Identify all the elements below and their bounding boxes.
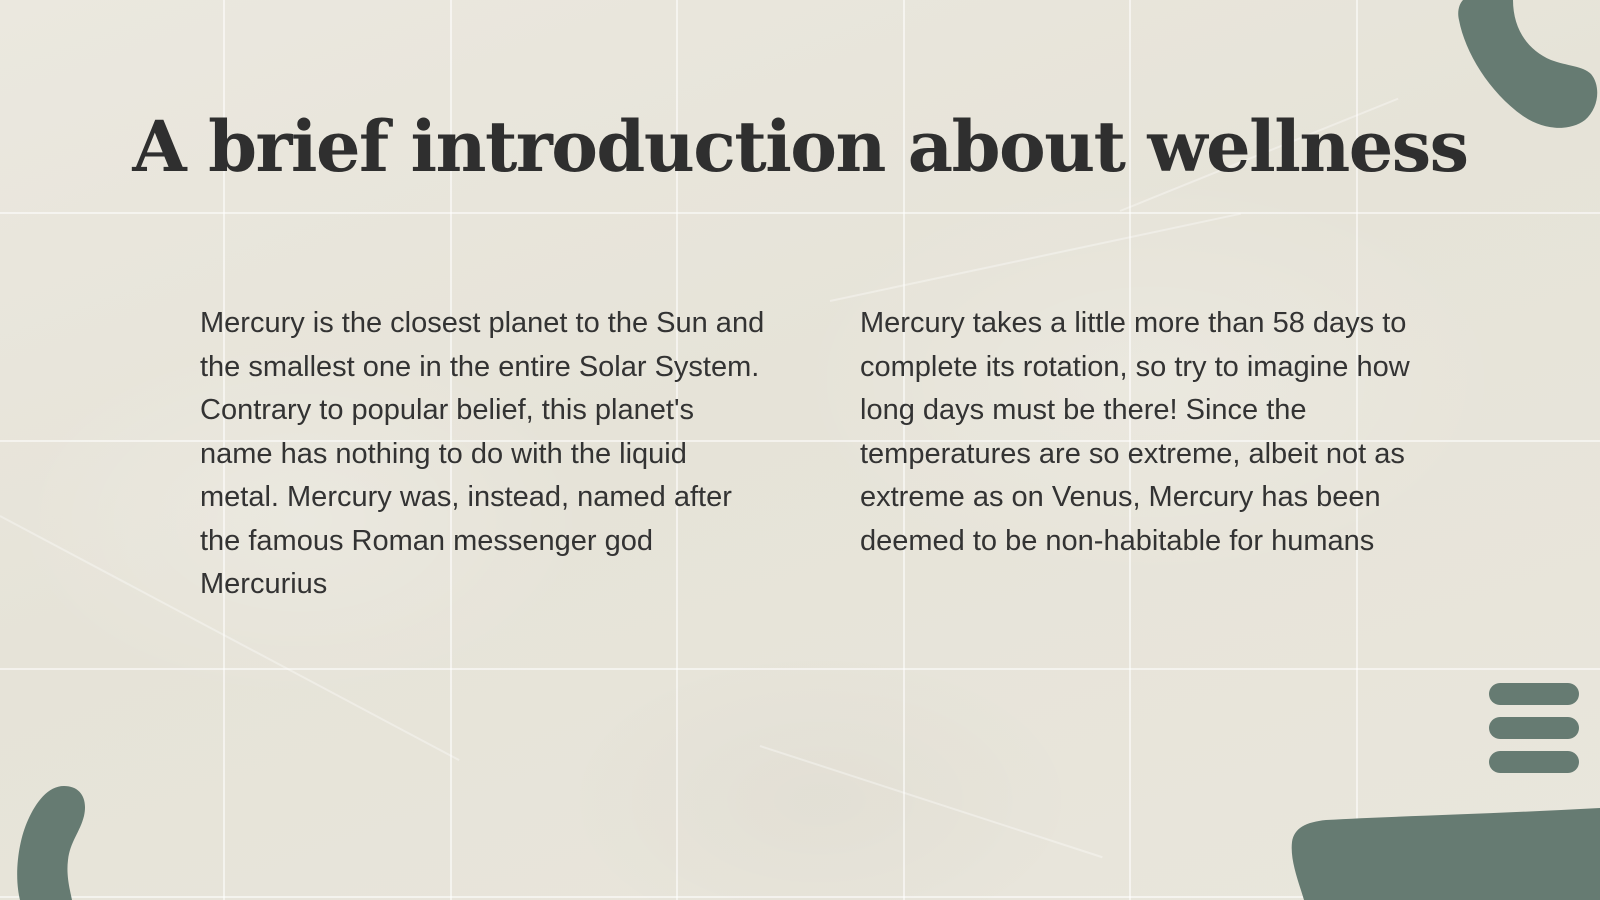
bottom-right-wave-shape: [1290, 808, 1600, 900]
paper-crease: [760, 745, 1103, 858]
grid-line: [0, 668, 1600, 670]
stripe: [1489, 717, 1579, 739]
paper-crease: [830, 213, 1241, 302]
right-paragraph: Mercury takes a little more than 58 days to complete its rotation, so try to imagine how long days must be there! Since the temperatures are so extreme, albeit not as extreme as on Venus, Mercury has been deemed to be non-habitable for humans: [860, 307, 1410, 557]
left-paragraph: Mercury is the closest planet to the Sun and the smallest one in the entire Solar System. Contrary to popular belief, this planet's name has nothing to do with the liquid metal. Mercury was, instead, named after the famous Roman messenger god Mercurius: [200, 307, 765, 600]
stripe: [1489, 751, 1579, 773]
slide-title: A brief introduction about wellness: [132, 105, 1468, 188]
grid-line: [0, 212, 1600, 214]
stripe: [1489, 683, 1579, 705]
bottom-left-blob-shape: [0, 780, 95, 900]
